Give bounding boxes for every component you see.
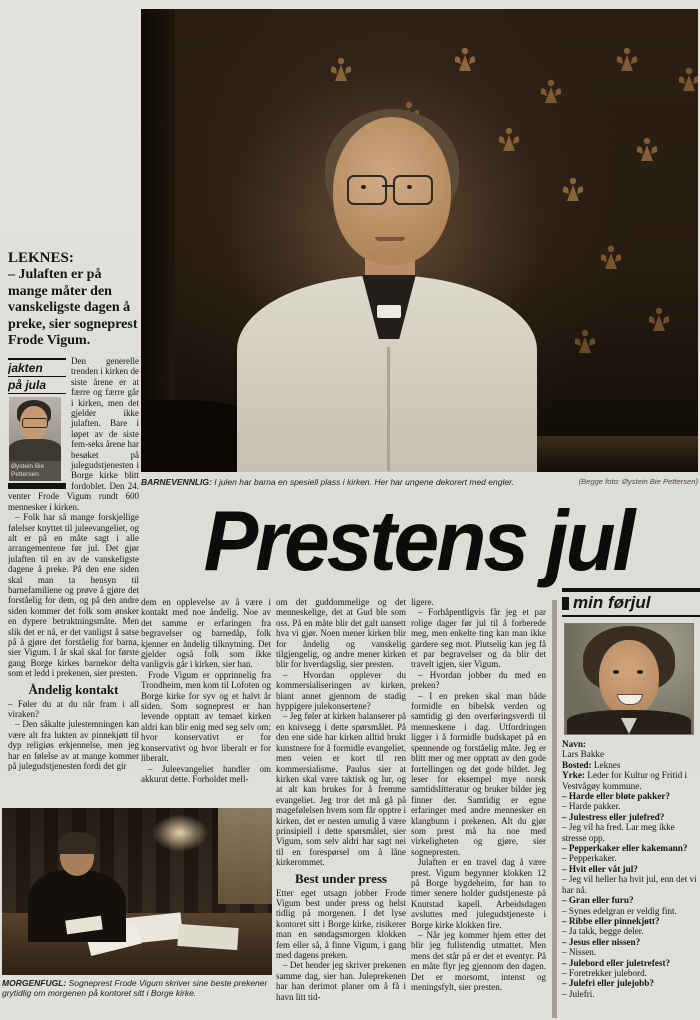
sidebar-min-forjul [552, 588, 700, 1020]
article-paragraph: – Forhåpentligvis får jeg et par rolige dager før jul til å forberede meg, men enkelte ting kan man ikke gardere seg mot. Plutselig kan jeg få et par begravelser og da blir det travelt igjen, sier Vigum. [411, 607, 546, 670]
caption-body: I julen har barna en spesiell plass i kirken. Her har ungene dekorert med engler. [214, 477, 514, 487]
qa-question: – Julestress eller julefred? [562, 811, 665, 822]
qa-question: – Jesus eller nissen? [562, 936, 641, 947]
qa-question: – Gran eller furu? [562, 895, 634, 906]
article-paragraph: – Juleevangeliet handler om akkurat dette. Forholdet mell- [141, 763, 271, 784]
journalist-glasses [22, 418, 48, 428]
qa-question: – Pepperkaker eller kakemann? [562, 843, 688, 854]
article-paragraph: – Den såkalte julestemningen kan være alt fra lukten av pinnekjøtt til dyp religiøs erkjennelse, men jeg har en følelse av at mange kommer på julegudstjenesten fordi det gir [8, 719, 139, 772]
article-column-1 [8, 356, 139, 806]
caption-text [141, 477, 514, 487]
qa-answer: – Jeg vil ha fred. Lar meg ikke stresse opp. [562, 822, 675, 843]
article-column-3 [276, 597, 406, 1020]
priest-mouth [375, 237, 405, 241]
qa-answer: – Foretrekker julebord. [562, 967, 647, 978]
article-paragraph: – Føler du at du når fram i all viraken? [8, 698, 139, 719]
article-paragraph: Etter eget utsagn jobber Frode Vigum best under press og helst tidlig på morgenen. I det lyse kontoret sitt i Borge kirke, risikerer man en søndagsmorgen klokken fem eller så, å finne Vigum, i gang med dagens preken. [276, 887, 406, 960]
sidebar-square-marker [562, 597, 569, 610]
profile-yrke: Leder for Kultur og Fritid i Vestvågøy kommune. [562, 770, 688, 791]
article-paragraph: Julaften er en travel dag å være prest. Vigum begynner klokken 12 på Borge bygdeheim, før han to timer senere holder gudstjeneste på Knutstad kapell. Arbeidsdagen avsluttes med julegudstjeneste i Borge kirke klokken fire. [411, 857, 546, 930]
article-paragraph: ligere. [411, 597, 434, 607]
byline-box-jakten-pa-jula [8, 358, 66, 489]
paper-sheet [177, 924, 238, 950]
caption-tag: MORGENFUGL: [2, 978, 67, 988]
qa-question: – Ribbe eller pinnekjøtt? [562, 915, 660, 926]
priest-at-desk-hair [58, 832, 96, 854]
portrait-eye [637, 670, 643, 674]
lede-block [8, 250, 139, 350]
clerical-collar [377, 305, 401, 318]
photo-credit: (Begge foto: Øystein Bie Pettersen) [578, 477, 698, 486]
sidebar-portrait-photo [564, 623, 694, 735]
byline-box-title-line1: jakten [8, 360, 66, 377]
headline: Prestens jul [203, 494, 633, 589]
qa-answer: – Nissen. [562, 947, 597, 958]
article-paragraph: – Hvordan opplever du kommersialiseringen av kirken, blant annet gjennom de stadig hyppigere julekonsertene? [276, 669, 406, 712]
caption-body: Sogneprest Frode Vigum skriver sine beste prekener grytidlig om morgenen på kontoret sitt i Borge kirke. [2, 978, 268, 998]
sidebar-title: min førjul [573, 593, 651, 612]
journalist-portrait-photo [9, 397, 61, 461]
qa-question: – Hvit eller våt jul? [562, 863, 638, 874]
byline-box-title-line2: på jula [8, 377, 66, 394]
qa-answer: – Pepperkaker. [562, 853, 617, 864]
article-paragraph: Frode Vigum er opprinnelig fra Trondheim, men kom til Lofoten og Borge kirke for syv og et halvt år siden. Som sogneprest er han levende opptatt av temaet kirken aldri kan blir enig med seg selv om; hvor konservativt er for konservativt og hvor liberalt er for liberalt. [141, 669, 271, 764]
main-photo-caption [141, 477, 698, 487]
sidebar-profile [562, 739, 700, 791]
sweater-zipper [387, 347, 390, 471]
qa-answer: – Harde pakker. [562, 801, 621, 812]
caption-tag: BARNEVENNLIG: [141, 477, 212, 487]
article-column-2 [141, 597, 271, 808]
article-paragraph: – Jeg føler at kirken balanserer på en knivsegg i dette spørsmålet. På den ene side har kirken alltid brukt kunstnere for å formidle evangeliet, men veien er kort til ren kommersialisme. Paulus sier at kirken skal være taktisk og lur, og at alt kan brukes for å fremme evangeliet. Jeg tror det må gå på magefølelsen hvem som får opptre i kirken, det er nesten umulig å være prinsipiell i dette spørsmålet, sier Vigum, som selv aldri har sagt nei til en forespørsel om å låne kirkerommet. [276, 711, 406, 868]
article-paragraph: om det guddommelige og det menneskelige, det at Gud ble som oss. På en måte blir det galt uansett hva vi gjør. Noen mener kirken blir for åndelig og vanskelig tilgjengelig, og andre mener kirken blir for hverdagslig, sier presten. [276, 597, 406, 670]
glasses-right-lens [393, 175, 433, 205]
dateline: LEKNES: [8, 250, 74, 266]
qa-question: – Julefri eller julejobb? [562, 978, 654, 989]
article-paragraph: Den generelle trenden i kirken de siste årene er at færre og færre går i kirken, men det gjelder ikke julaften. Bare i løpet av de siste fem-seks årene har besøket på julegudstjenesten i Borge kirke blitt fordoblet. Den 24. venter Frode Vigum rundt 600 mennesker i kirken. [8, 356, 139, 512]
profile-bosted: Leknes [593, 759, 621, 770]
priest-eye [407, 185, 412, 189]
byline-box-bottom-rule [8, 483, 66, 489]
main-photo-priest-in-church [141, 9, 698, 472]
article-paragraph: – I en preken skal man både formidle en bibelsk verden og samtidig gi den overføringsverdi til menneskene i dag. Utfordringen ligger i å formidle budskapet på en spennende og forståelig måte. Jeg er blitt mer og mer opptatt av den gode fortellingen og det gode bildet. Jeg leser for eksempel mye norsk samtidslitteratur og bruker bilder jeg finner der. Samtidig er egne erfaringer med andre mennesker en klangbunn i prekenen. Alt du gjør som prest må ha noe med virkeligheten og gjøre, sier sognepresten. [411, 690, 546, 857]
priest-eye [361, 185, 366, 189]
profile-name-label: Navn: [562, 739, 586, 749]
article-paragraph: – Når jeg kommer hjem etter det blir jeg fullstendig utmattet. Men mens det står på er det et eventyr. På en måte flyr jeg gjennom den dagen. Det er morsomt, intenst og meningsfylt, sier presten. [411, 930, 546, 993]
subheading-best-under-press: Best under press [295, 870, 387, 886]
profile-name: Lars Bakke [562, 749, 605, 760]
morgenfugl-photo-priest-at-desk [2, 808, 272, 975]
article-paragraph: dem en opplevelse av å være i kontakt med noe åndelig. Noe av det samme er erfaringen fra begravelser og barnedåp, folk kjenner en åndelig tilknytning. Det gjelder også folk som ikke vanligvis går i kirken, sier han. [141, 597, 271, 670]
journalist-name: Øystein Bie Pettersen [9, 461, 61, 481]
qa-question: – Julebord eller juletrefest? [562, 957, 671, 968]
photo-window-light [218, 808, 272, 904]
lede-text: – Julaften er på mange måter den vanskeligste dagen å preke, sier sogneprest Frode Vigum. [8, 267, 138, 349]
qa-answer: – Synes edelgran er veldig fint. [562, 905, 677, 916]
sidebar-left-rule [552, 600, 557, 1018]
profile-yrke-label: Yrke: [562, 770, 585, 781]
glasses-bridge [382, 185, 394, 187]
profile-bosted-label: Bosted: [562, 759, 592, 770]
article-paragraph: – Det hender jeg skriver prekenen samme dag, sier han. Juleprekenen har han derimot planer om å få i havn litt tid- [276, 960, 406, 1002]
article-paragraph: – Folk har så mange forskjellige følelser knyttet til juleevangeliet, og alt er på en måte sagt i alle arrangementene før jul. Det gjør julaften til en av de vanskeligste dagene å preke. På den ene siden skal man ta hensyn til barnefamiliene og prøve å gjøre det forståelig for dem, og på den andre siden kommer det folk som ønsker en dypere betraktningsmåte. Men slik det er nå, er det vanligst å satse på å gjøre det forståelig for barna, sier Vigum. I år skal skal for første gang Borge kirkes barnekor delta som et ledd i prekenen, sier presten. [8, 512, 139, 679]
qa-answer: – Julefri. [562, 988, 595, 999]
article-paragraph: – Hvordan jobber du med en preken? [411, 669, 546, 691]
qa-answer: – Ja takk, begge deler. [562, 926, 644, 937]
sidebar-qa-list [562, 791, 700, 999]
sidebar-header [562, 588, 700, 617]
portrait-eye [613, 670, 619, 674]
article-column-4 [411, 597, 546, 1020]
qa-question: – Harde eller bløte pakker? [562, 791, 671, 802]
desk-lamp-glow [152, 814, 208, 852]
morgenfugl-caption [2, 978, 270, 998]
qa-answer: – Jeg vil heller ha hvit jul, enn det vi har nå. [562, 874, 697, 895]
glasses-left-lens [347, 175, 387, 205]
subheading-andelig-kontakt: Åndelig kontakt [28, 681, 119, 697]
journalist-shoulders [9, 439, 61, 461]
